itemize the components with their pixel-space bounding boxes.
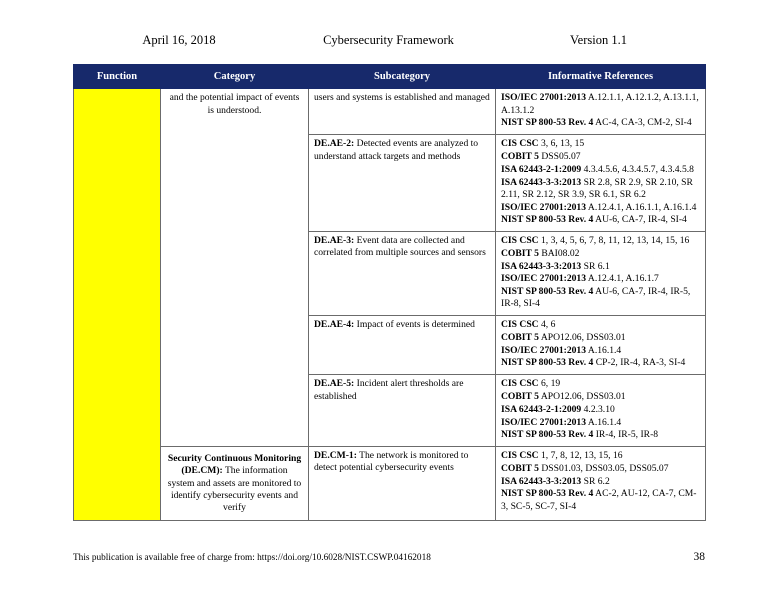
reference-line: CIS CSC 3, 6, 13, 15 bbox=[501, 138, 585, 150]
references-cell bbox=[496, 135, 706, 232]
reference-standard: NIST SP 800-53 Rev. 4 bbox=[501, 429, 594, 441]
reference-line: ISA 62443-3-3:2013 SR 6.1 bbox=[501, 260, 610, 272]
table-row bbox=[74, 89, 706, 135]
reference-standard: CIS CSC bbox=[501, 138, 539, 150]
references-cell bbox=[496, 375, 706, 447]
cybersecurity-framework-table bbox=[73, 64, 706, 521]
reference-standard: COBIT 5 bbox=[501, 151, 539, 162]
reference-standard: NIST SP 800-53 Rev. 4 bbox=[501, 488, 594, 500]
reference-line: NIST SP 800-53 Rev. 4 AU-6, CA-7, IR-4, IR-5, IR-8, SI-4 bbox=[501, 286, 691, 310]
running-head-date: April 16, 2018 bbox=[142, 33, 216, 47]
reference-standard: CIS CSC bbox=[501, 378, 539, 390]
column-header-category: Category bbox=[161, 65, 309, 89]
running-head-version: Version 1.1 bbox=[570, 33, 627, 47]
reference-standard: COBIT 5 bbox=[501, 331, 539, 343]
reference-standard: CIS CSC bbox=[501, 235, 539, 247]
reference-line: COBIT 5 DSS01.03, DSS03.05, DSS05.07 bbox=[501, 462, 669, 474]
reference-standard: ISA 62443-2-1:2009 bbox=[501, 403, 582, 415]
reference-standard: ISO/IEC 27001:2013 bbox=[501, 344, 587, 356]
reference-line: CIS CSC 1, 3, 4, 5, 6, 7, 8, 11, 12, 13, 14, 15, 16 bbox=[501, 235, 690, 247]
reference-line: ISO/IEC 27001:2013 A.12.4.1, A.16.1.7 bbox=[501, 273, 659, 285]
table-row bbox=[74, 447, 706, 521]
reference-line: ISA 62443-3-3:2013 SR 2.8, SR 2.9, SR 2.10, SR 2.11, SR 2.12, SR 3.9, SR 6.1, SR 6.2 bbox=[501, 176, 693, 200]
reference-line: COBIT 5 BAI08.02 bbox=[501, 247, 580, 259]
category-cell-continued: and the potential impact of events is understood. bbox=[161, 89, 309, 447]
page-number: 38 bbox=[693, 551, 705, 563]
page-footer bbox=[73, 551, 705, 563]
reference-line: NIST SP 800-53 Rev. 4 AU-6, CA-7, IR-4, SI-4 bbox=[501, 214, 687, 226]
references-cell bbox=[496, 316, 706, 375]
running-head bbox=[73, 33, 705, 51]
reference-standard: ISA 62443-2-1:2009 bbox=[501, 163, 582, 175]
reference-standard: ISO/IEC 27001:2013 bbox=[501, 92, 587, 104]
reference-standard: ISO/IEC 27001:2013 bbox=[501, 273, 587, 285]
reference-standard: NIST SP 800-53 Rev. 4 bbox=[501, 214, 594, 226]
reference-line: CIS CSC 1, 7, 8, 12, 13, 15, 16 bbox=[501, 450, 623, 462]
reference-standard: COBIT 5 bbox=[501, 247, 539, 259]
reference-line: NIST SP 800-53 Rev. 4 IR-4, IR-5, IR-8 bbox=[501, 429, 659, 441]
references-cell bbox=[496, 232, 706, 316]
reference-line: COBIT 5 DSS05.07 bbox=[501, 151, 581, 162]
publication-notice: This publication is available free of charge from: https://doi.org/10.6028/NIST.CSWP.04162018 bbox=[73, 553, 431, 563]
references-cell bbox=[496, 447, 706, 521]
reference-standard: ISO/IEC 27001:2013 bbox=[501, 201, 587, 213]
reference-standard: ISA 62443-3-3:2013 bbox=[501, 176, 582, 188]
reference-line: NIST SP 800-53 Rev. 4 AC-4, CA-3, CM-2, SI-4 bbox=[501, 117, 692, 129]
subcategory-cell: DE.AE-5: Incident alert thresholds are established bbox=[309, 375, 496, 447]
reference-standard: ISA 62443-3-3:2013 bbox=[501, 260, 582, 272]
category-cell: Security Continuous Monitoring (DE.CM): The information system and assets are monitored to identify cybersecurity events and verify bbox=[161, 447, 309, 521]
category-name: Security Continuous Monitoring (DE.CM): bbox=[167, 453, 302, 477]
subcategory-cell: DE.AE-2: Detected events are analyzed to understand attack targets and methods bbox=[309, 135, 496, 232]
reference-line: ISO/IEC 27001:2013 A.12.1.1, A.12.1.2, A.13.1.1, A.13.1.2 bbox=[501, 92, 699, 116]
reference-standard: NIST SP 800-53 Rev. 4 bbox=[501, 357, 594, 369]
subcategory-cell: DE.CM-1: The network is monitored to detect potential cybersecurity events bbox=[309, 447, 496, 521]
reference-line: ISO/IEC 27001:2013 A.16.1.4 bbox=[501, 416, 622, 428]
reference-standard: NIST SP 800-53 Rev. 4 bbox=[501, 117, 594, 129]
reference-line: CIS CSC 6, 19 bbox=[501, 378, 561, 390]
reference-standard: CIS CSC bbox=[501, 450, 539, 462]
reference-standard: CIS CSC bbox=[501, 319, 539, 331]
subcategory-id: DE.CM-1: bbox=[314, 450, 357, 462]
table-header-row bbox=[74, 65, 706, 89]
subcategory-cell: DE.AE-4: Impact of events is determined bbox=[309, 316, 496, 375]
subcategory-id: DE.AE-3: bbox=[314, 235, 355, 247]
reference-line: ISO/IEC 27001:2013 A.12.4.1, A.16.1.1, A.16.1.4 bbox=[501, 201, 697, 213]
reference-line: CIS CSC 4, 6 bbox=[501, 319, 556, 331]
subcategory-id: DE.AE-4: bbox=[314, 319, 355, 331]
reference-line: ISA 62443-2-1:2009 4.2.3.10 bbox=[501, 403, 615, 415]
table-body bbox=[74, 89, 706, 521]
reference-standard: NIST SP 800-53 Rev. 4 bbox=[501, 286, 594, 298]
subcategory-cell: users and systems is established and managed bbox=[309, 89, 496, 135]
subcategory-id: DE.AE-5: bbox=[314, 378, 355, 390]
reference-line: NIST SP 800-53 Rev. 4 AC-2, AU-12, CA-7, CM-3, SC-5, SC-7, SI-4 bbox=[501, 488, 697, 512]
reference-line: ISO/IEC 27001:2013 A.16.1.4 bbox=[501, 344, 622, 356]
reference-line: NIST SP 800-53 Rev. 4 CP-2, IR-4, RA-3, SI-4 bbox=[501, 357, 686, 369]
reference-standard: ISO/IEC 27001:2013 bbox=[501, 416, 587, 428]
reference-line: COBIT 5 APO12.06, DSS03.01 bbox=[501, 331, 626, 343]
subcategory-id: DE.AE-2: bbox=[314, 138, 355, 150]
references-cell bbox=[496, 89, 706, 135]
reference-standard: COBIT 5 bbox=[501, 462, 539, 474]
column-header-subcategory: Subcategory bbox=[309, 65, 496, 89]
column-header-references: Informative References bbox=[496, 65, 706, 89]
column-header-function: Function bbox=[74, 65, 161, 89]
running-head-title: Cybersecurity Framework bbox=[323, 33, 454, 47]
reference-line: COBIT 5 APO12.06, DSS03.01 bbox=[501, 391, 626, 403]
reference-standard: ISA 62443-3-3:2013 bbox=[501, 475, 582, 487]
reference-line: ISA 62443-3-3:2013 SR 6.2 bbox=[501, 475, 610, 487]
reference-line: ISA 62443-2-1:2009 4.3.4.5.6, 4.3.4.5.7, 4.3.4.5.8 bbox=[501, 163, 694, 175]
reference-standard: COBIT 5 bbox=[501, 391, 539, 403]
subcategory-cell: DE.AE-3: Event data are collected and correlated from multiple sources and sensors bbox=[309, 232, 496, 316]
function-cell-detect bbox=[74, 89, 161, 521]
